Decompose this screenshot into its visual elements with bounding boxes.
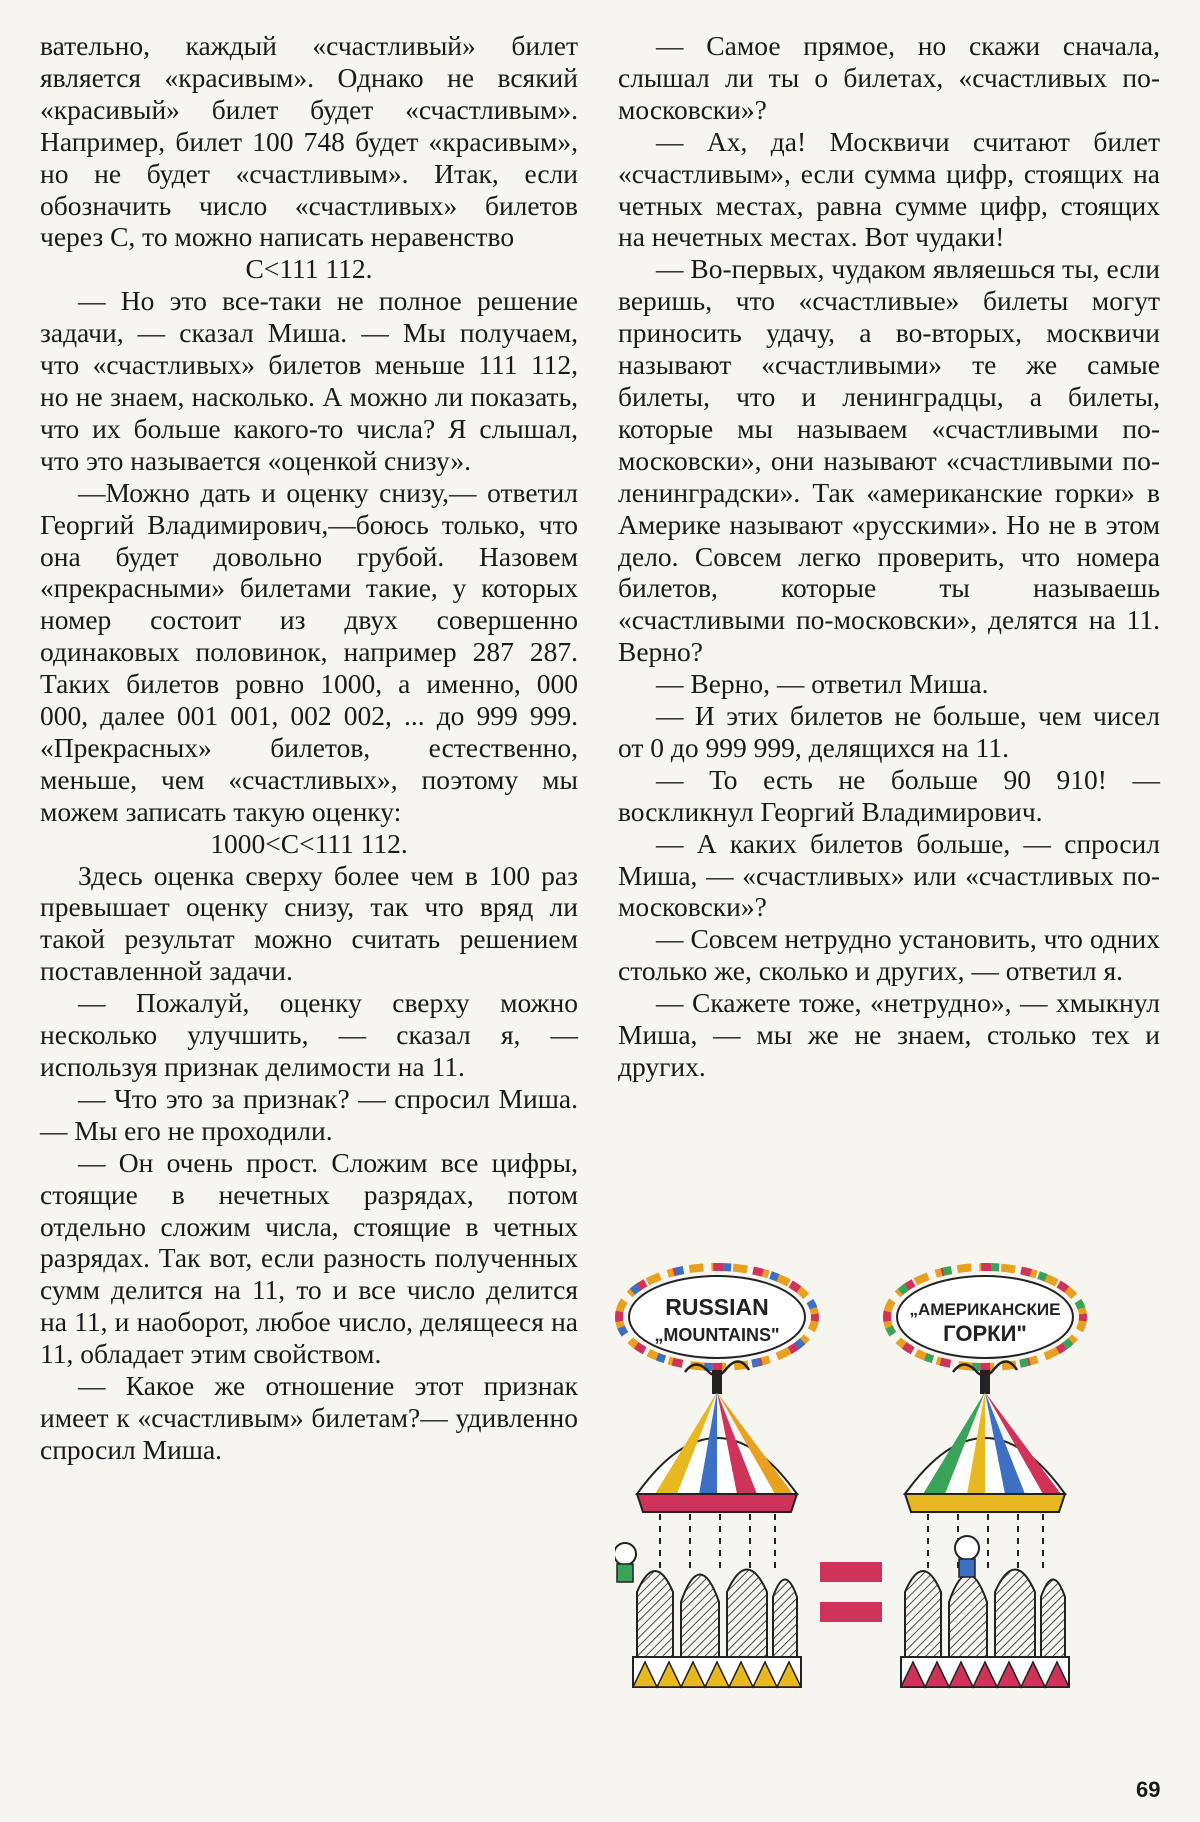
formula: C<111 112. bbox=[245, 253, 373, 285]
paragraph: — Совсем нетрудно установить, что одних столько же, сколько и других, — ответил я. bbox=[618, 923, 1160, 987]
paragraph: вательно, каждый «счастливый» билет является «красивым». Однако не всякий «красивый» билет будет «счастливым». Например, билет 100 748 будет «красивым», но не будет «счастливым». Итак, если обозначить число «счастливых» билетов через C, то можно написать неравенство bbox=[40, 30, 578, 253]
rider-right bbox=[955, 1536, 979, 1577]
paragraph: — Скажете тоже, «нетрудно», — хмыкнул Миша, — мы же не знаем, столько тех и других. bbox=[618, 987, 1160, 1082]
paragraph: — То есть не больше 90 910! — воскликнул Георгий Владимирович. bbox=[618, 763, 1160, 827]
equals-sign bbox=[820, 1562, 882, 1622]
sign-right-line2: ГОРКИ" bbox=[943, 1321, 1027, 1346]
paragraph: — Он очень прост. Сложим все цифры, стоящие в нечетных разрядах, потом отдельно сложим числа, стоящие в четных разрядах. Так вот, если разность полученных сумм делится на 11, то и все число делится на 11, и наоборот, любое число, делящееся на 11, обладает этим свойством. bbox=[40, 1146, 578, 1370]
right-carousel bbox=[887, 1267, 1083, 1687]
sign-left-line2: „MOUNTAINS" bbox=[654, 1325, 780, 1345]
sign-left-line1: RUSSIAN bbox=[665, 1294, 769, 1320]
paragraph: — Пожалуй, оценку сверху можно несколько улучшить, — сказал я, — используя признак делимости на 11. bbox=[40, 987, 578, 1082]
paragraph: — Но это все-таки не полное решение задачи, — сказал Миша. — Мы получаем, что «счастливых» билетов меньше 111 112, но не знаем, насколько. А можно ли показать, что их больше какого-то числа? Я слышал, что это называется «оценкой снизу». bbox=[40, 285, 578, 476]
carousel-drawing bbox=[615, 1262, 1135, 1702]
roller-coaster-illustration bbox=[615, 1262, 1135, 1702]
left-column bbox=[40, 30, 578, 1466]
paragraph: — И этих билетов не больше, чем чисел от 0 до 999 999, делящихся на 11. bbox=[618, 700, 1160, 763]
rider-left bbox=[615, 1543, 636, 1582]
formula: 1000<C<111 112. bbox=[210, 827, 408, 859]
paragraph: Здесь оценка сверху более чем в 100 раз превышает оценку снизу, так что вряд ли такой результат можно считать решением поставленной задачи. bbox=[40, 859, 578, 987]
paragraph: — Верно, — ответил Миша. bbox=[656, 668, 989, 700]
sign-right-line1: „АМЕРИКАНСКИЕ bbox=[909, 1300, 1061, 1319]
left-carousel bbox=[615, 1267, 815, 1687]
paragraph: — Ах, да! Москвичи считают билет «счастливым», если сумма цифр, стоящих на четных местах, равна сумме цифр, стоящих на нечетных местах. Вот чудаки! bbox=[618, 125, 1160, 253]
right-column bbox=[618, 30, 1160, 1083]
paragraph: — Во-первых, чудаком являешься ты, если веришь, что «счастливые» билеты могут приносить удачу, а во-вторых, москвичи называют «счастливыми» те же самые билеты, что и ленинградцы, а билеты, которые мы называем «счастливыми по-московски», они называют «счастливыми по-ленинградски». Так «американские горки» в Америке называют «русскими». Но не в этом дело. Совсем легко проверить, что номера билетов, которые ты называешь «счастливыми по-московски», делятся на 11. Верно? bbox=[618, 253, 1160, 668]
paragraph: — Что это за признак? — спросил Миша. — Мы его не проходили. bbox=[40, 1082, 578, 1146]
page-number: 69 bbox=[1136, 1777, 1161, 1802]
paragraph: — Самое прямое, но скажи сначала, слышал ли ты о билетах, «счастливых по-московски»? bbox=[618, 30, 1160, 125]
paragraph: — А каких билетов больше, — спросил Миша, — «счастливых» или «счастливых по-московски»? bbox=[618, 827, 1160, 923]
paragraph: — Какое же отношение этот признак имеет к «счастливым» билетам?— удивленно спросил Миша. bbox=[40, 1370, 578, 1465]
paragraph: —Можно дать и оценку снизу,— ответил Георгий Владимирович,—боюсь только, что она будет довольно грубой. Назовем «прекрасными» билетами такие, у которых номер состоит из двух совершенно одинаковых половинок, например 287 287. Таких билетов ровно 1000, а именно, 000 000, далее 001 001, 002 002, ... до 999 999. «Прекрасных» билетов, естественно, меньше, чем «счастливых», поэтому мы можем записать такую оценку: bbox=[40, 476, 578, 827]
